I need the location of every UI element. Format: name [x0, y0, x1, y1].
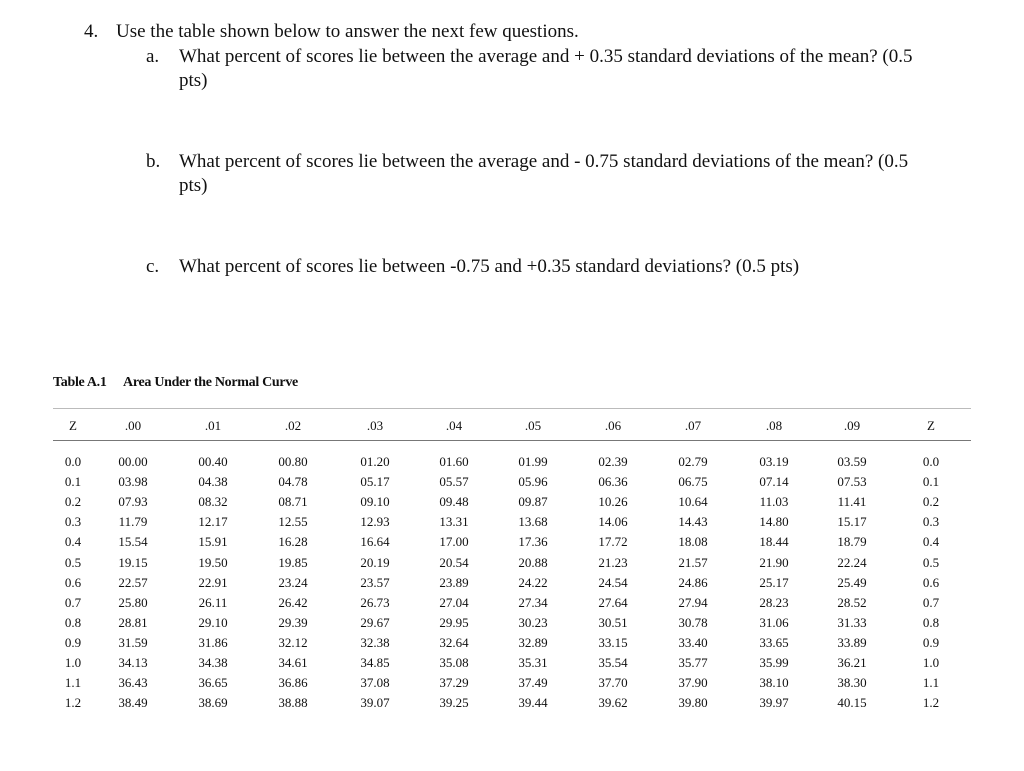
table-cell: 0.1 — [64, 474, 82, 490]
table-cell: 23.24 — [278, 574, 308, 590]
table-header-cell: .08 — [765, 418, 783, 433]
table-cell: 06.75 — [678, 474, 708, 490]
table-cell: 05.17 — [360, 474, 390, 490]
table-cell: 06.36 — [598, 474, 628, 490]
table-cell: 0.8 — [922, 614, 940, 630]
table-cell: 27.94 — [678, 594, 708, 610]
part-label: c. — [146, 256, 160, 277]
table-cell: 12.93 — [360, 514, 390, 530]
table-cell: 28.81 — [118, 614, 148, 630]
table-cell: 35.99 — [759, 655, 789, 670]
table-cell: 34.38 — [198, 655, 228, 670]
table-cell: 03.98 — [118, 474, 148, 490]
table-cell: 39.44 — [518, 695, 548, 711]
table-cell: 27.04 — [439, 594, 469, 610]
table-cell: 0.1 — [922, 474, 940, 490]
table-header-cell: .01 — [204, 418, 222, 433]
table-cell: 19.85 — [278, 554, 308, 570]
table-cell: 22.57 — [118, 574, 148, 590]
table-cell: 01.60 — [439, 454, 469, 469]
table-cell: 22.91 — [198, 574, 228, 590]
table-cell: 04.38 — [198, 474, 228, 490]
table-cell: 15.17 — [837, 514, 867, 530]
table-header-rule — [53, 440, 971, 441]
table-row — [53, 492, 971, 512]
table-row — [53, 573, 971, 593]
table-cell: 09.87 — [518, 494, 548, 510]
table-cell: 19.50 — [198, 554, 228, 570]
table-cell: 01.20 — [360, 454, 390, 469]
table-cell: 26.42 — [278, 594, 308, 610]
table-header-cell: .05 — [524, 418, 542, 433]
table-cell: 1.1 — [922, 675, 940, 691]
table-cell: 39.07 — [360, 695, 390, 711]
table-cell: 34.61 — [278, 655, 308, 670]
table-cell: 33.65 — [759, 634, 789, 650]
part-text — [179, 45, 994, 93]
part-label: a. — [146, 46, 160, 67]
part-text-line: What percent of scores lie between the average and + 0.35 standard deviations of the mean? (0.5 — [179, 46, 913, 67]
table-cell: 0.9 — [64, 634, 82, 650]
table-row — [53, 553, 971, 573]
table-row — [53, 613, 971, 633]
table-cell: 34.85 — [360, 655, 390, 670]
table-caption — [53, 375, 298, 391]
table-cell: 0.5 — [64, 554, 82, 570]
table-cell: 37.29 — [439, 675, 469, 691]
table-cell: 07.93 — [118, 494, 148, 510]
table-cell: 18.79 — [837, 534, 867, 550]
table-cell: 40.15 — [837, 695, 867, 711]
table-header-cell: Z — [927, 418, 935, 433]
table-cell: 38.88 — [278, 695, 308, 711]
table-cell: 20.88 — [518, 554, 548, 570]
table-cell: 0.3 — [64, 514, 82, 530]
table-cell: 38.30 — [837, 675, 867, 691]
table-row — [53, 593, 971, 613]
table-cell: 25.17 — [759, 574, 789, 590]
table-cell: 07.14 — [759, 474, 789, 490]
table-cell: 37.90 — [678, 675, 708, 691]
table-cell: 37.70 — [598, 675, 628, 691]
table-cell: 35.54 — [598, 655, 628, 670]
table-cell: 10.64 — [678, 494, 708, 510]
table-header-cell: .02 — [284, 418, 302, 433]
table-cell: 0.0 — [922, 454, 940, 469]
table-cell: 1.1 — [64, 675, 82, 691]
table-cell: 14.43 — [678, 514, 708, 530]
table-cell: 12.55 — [278, 514, 308, 530]
table-cell: 02.79 — [678, 454, 708, 469]
table-cell: 00.80 — [278, 454, 308, 469]
table-cell: 05.57 — [439, 474, 469, 490]
table-caption-title: Area Under the Normal Curve — [123, 375, 298, 390]
table-cell: 39.25 — [439, 695, 469, 711]
table-cell: 09.10 — [360, 494, 390, 510]
table-cell: 0.7 — [922, 594, 940, 610]
table-cell: 27.34 — [518, 594, 548, 610]
table-cell: 32.64 — [439, 634, 469, 650]
table-cell: 30.51 — [598, 614, 628, 630]
table-cell: 29.95 — [439, 614, 469, 630]
table-cell: 03.19 — [759, 454, 789, 469]
table-header-cell: .07 — [684, 418, 702, 433]
table-cell: 24.86 — [678, 574, 708, 590]
table-cell: 08.71 — [278, 494, 308, 510]
table-cell: 36.65 — [198, 675, 228, 691]
table-cell: 35.08 — [439, 655, 469, 670]
table-header-cell: .04 — [445, 418, 463, 433]
table-cell: 26.11 — [198, 594, 228, 610]
table-cell: 39.62 — [598, 695, 628, 711]
part-text — [179, 255, 994, 279]
table-cell: 30.23 — [518, 614, 548, 630]
part-text-line: pts) — [179, 175, 208, 196]
table-cell: 10.26 — [598, 494, 628, 510]
table-cell: 21.57 — [678, 554, 708, 570]
table-cell: 1.2 — [64, 695, 82, 711]
table-cell: 17.00 — [439, 534, 469, 550]
table-cell: 0.8 — [64, 614, 82, 630]
table-cell: 20.54 — [439, 554, 469, 570]
table-cell: 39.97 — [759, 695, 789, 711]
table-cell: 31.86 — [198, 634, 228, 650]
table-cell: 0.4 — [64, 534, 82, 550]
table-cell: 17.72 — [598, 534, 628, 550]
table-cell: 36.43 — [118, 675, 148, 691]
table-cell: 07.53 — [837, 474, 867, 490]
table-cell: 30.78 — [678, 614, 708, 630]
table-cell: 29.67 — [360, 614, 390, 630]
table-cell: 29.39 — [278, 614, 308, 630]
table-cell: 0.3 — [922, 514, 940, 530]
table-cell: 27.64 — [598, 594, 628, 610]
table-cell: 26.73 — [360, 594, 390, 610]
table-cell: 35.77 — [678, 655, 708, 670]
table-row — [53, 452, 971, 472]
table-cell: 0.2 — [64, 494, 82, 510]
table-cell: 00.40 — [198, 454, 228, 469]
table-cell: 21.23 — [598, 554, 628, 570]
table-cell: 39.80 — [678, 695, 708, 711]
table-row — [53, 532, 971, 552]
table-cell: 31.59 — [118, 634, 148, 650]
table-cell: 38.10 — [759, 675, 789, 691]
table-cell: 09.48 — [439, 494, 469, 510]
table-cell: 33.89 — [837, 634, 867, 650]
table-cell: 17.36 — [518, 534, 548, 550]
table-cell: 21.90 — [759, 554, 789, 570]
table-row — [53, 472, 971, 492]
table-row — [53, 633, 971, 653]
table-cell: 32.12 — [278, 634, 308, 650]
table-cell: 13.68 — [518, 514, 548, 530]
table-cell: 34.13 — [118, 655, 148, 670]
table-cell: 20.19 — [360, 554, 390, 570]
table-cell: 15.91 — [198, 534, 228, 550]
table-cell: 37.49 — [518, 675, 548, 691]
table-cell: 23.89 — [439, 574, 469, 590]
table-cell: 15.54 — [118, 534, 148, 550]
table-header-cell: .06 — [604, 418, 622, 433]
table-cell: 08.32 — [198, 494, 228, 510]
table-cell: 00.00 — [118, 454, 148, 469]
table-header-cell: Z — [69, 418, 77, 433]
table-cell: 23.57 — [360, 574, 390, 590]
table-cell: 13.31 — [439, 514, 469, 530]
table-cell: 14.06 — [598, 514, 628, 530]
table-cell: 16.28 — [278, 534, 308, 550]
table-cell: 33.40 — [678, 634, 708, 650]
table-cell: 14.80 — [759, 514, 789, 530]
table-cell: 11.79 — [118, 514, 148, 530]
table-cell: 04.78 — [278, 474, 308, 490]
table-cell: 1.2 — [922, 695, 940, 711]
table-cell: 0.6 — [64, 574, 82, 590]
table-cell: 11.41 — [837, 494, 867, 510]
table-cell: 38.49 — [118, 695, 148, 711]
table-cell: 31.33 — [837, 614, 867, 630]
part-text-line: What percent of scores lie between -0.75 and +0.35 standard deviations? (0.5 pts) — [179, 256, 800, 277]
table-cell: 36.21 — [837, 655, 867, 670]
table-cell: 1.0 — [64, 655, 82, 670]
table-cell: 25.49 — [837, 574, 867, 590]
table-cell: 18.08 — [678, 534, 708, 550]
table-cell: 16.64 — [360, 534, 390, 550]
table-cell: 38.69 — [198, 695, 228, 711]
table-row — [53, 512, 971, 532]
table-cell: 24.54 — [598, 574, 628, 590]
table-cell: 1.0 — [922, 655, 940, 670]
table-top-rule — [53, 408, 971, 409]
table-cell: 24.22 — [518, 574, 548, 590]
table-cell: 32.38 — [360, 634, 390, 650]
table-cell: 0.7 — [64, 594, 82, 610]
table-cell: 19.15 — [118, 554, 148, 570]
table-cell: 28.23 — [759, 594, 789, 610]
table-cell: 25.80 — [118, 594, 148, 610]
table-header-cell: .03 — [366, 418, 384, 433]
table-cell: 0.9 — [922, 634, 940, 650]
table-cell: 0.4 — [922, 534, 940, 550]
table-cell: 36.86 — [278, 675, 308, 691]
part-text-line: What percent of scores lie between the average and - 0.75 standard deviations of the mean? (0.5 — [179, 151, 909, 172]
table-header-row — [53, 416, 971, 436]
table-caption-label: Table A.1 — [53, 375, 107, 390]
table-cell: 03.59 — [837, 454, 867, 469]
table-cell: 32.89 — [518, 634, 548, 650]
table-cell: 11.03 — [759, 494, 789, 510]
table-cell: 0.6 — [922, 574, 940, 590]
table-cell: 37.08 — [360, 675, 390, 691]
question-number: 4. — [84, 21, 99, 42]
question-text: Use the table shown below to answer the next few questions. — [116, 21, 579, 42]
table-header-cell: .00 — [124, 418, 142, 433]
table-cell: 35.31 — [518, 655, 548, 670]
part-text — [179, 150, 994, 198]
table-cell: 18.44 — [759, 534, 789, 550]
table-cell: 0.5 — [922, 554, 940, 570]
table-cell: 33.15 — [598, 634, 628, 650]
table-cell: 0.2 — [922, 494, 940, 510]
table-row — [53, 653, 971, 673]
table-cell: 31.06 — [759, 614, 789, 630]
table-cell: 22.24 — [837, 554, 867, 570]
table-cell: 29.10 — [198, 614, 228, 630]
part-label: b. — [146, 151, 161, 172]
table-row — [53, 693, 971, 713]
table-cell: 05.96 — [518, 474, 548, 490]
table-cell: 02.39 — [598, 454, 628, 469]
table-header-cell: .09 — [843, 418, 861, 433]
part-text-line: pts) — [179, 70, 208, 91]
table-cell: 01.99 — [518, 454, 548, 469]
table-row — [53, 673, 971, 693]
table-cell: 0.0 — [64, 454, 82, 469]
table-cell: 12.17 — [198, 514, 228, 530]
table-cell: 28.52 — [837, 594, 867, 610]
